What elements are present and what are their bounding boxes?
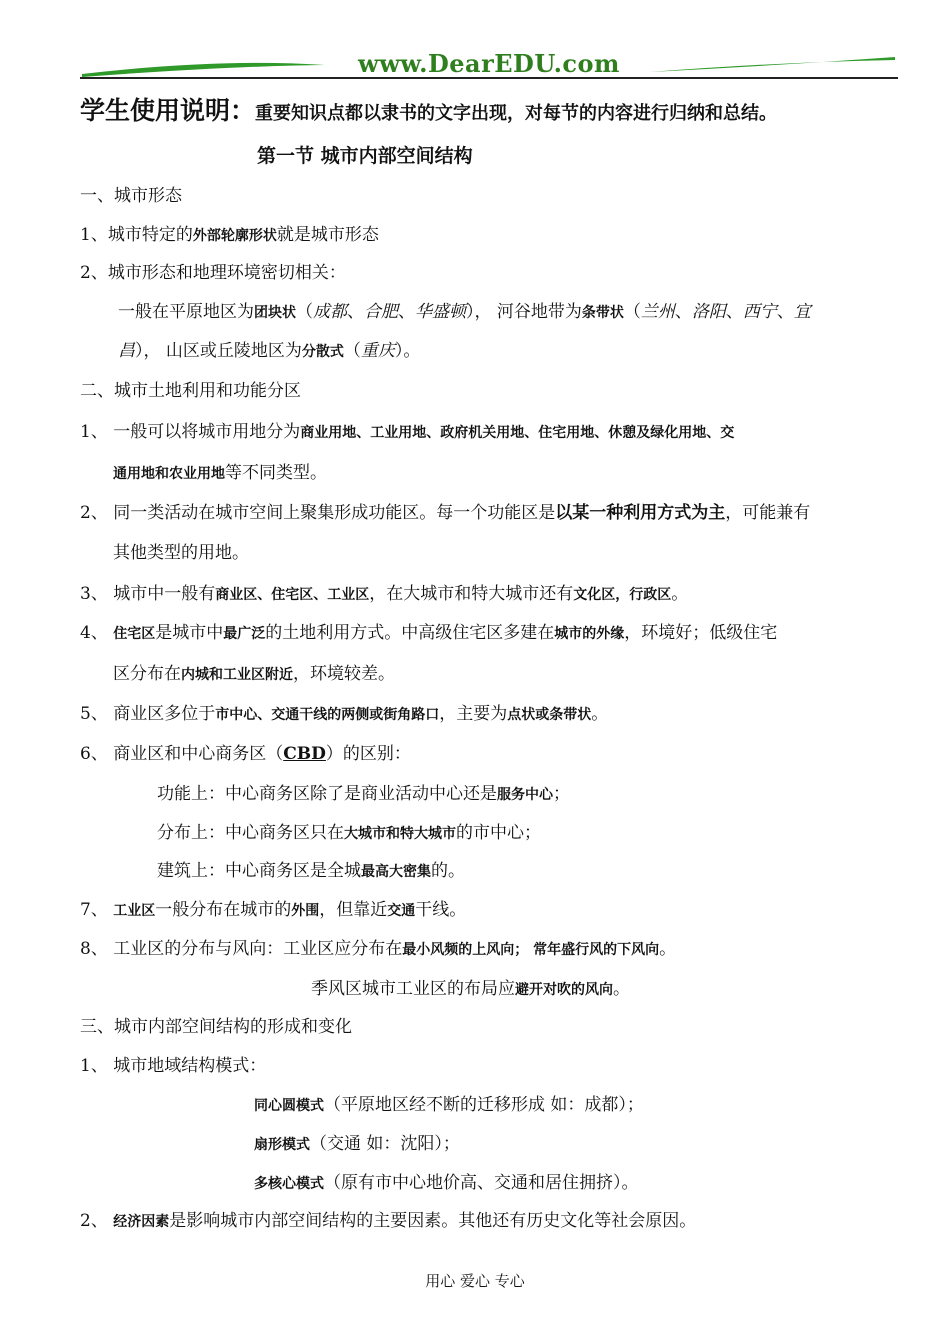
text: 建筑上：中心商务区是全城 — [157, 861, 361, 881]
key-term: 最高大密集 — [361, 864, 431, 880]
text: 就是城市形态 — [276, 225, 379, 245]
paragraph — [113, 663, 395, 686]
key-term: 服务中心 — [497, 787, 553, 803]
text: 分布上：中心商务区只在 — [157, 823, 344, 843]
text: 季风区城市工业区的布局应 — [311, 979, 515, 999]
text: ，在大城市和特大城市还有 — [369, 584, 574, 604]
cbd-term: CBD — [283, 744, 326, 764]
text: 、 — [674, 302, 692, 322]
text: 1、 一般可以将城市用地分为 — [80, 422, 301, 442]
text: ）， 山区或丘陵地区为 — [135, 341, 302, 361]
text: ，但靠近 — [319, 900, 388, 920]
paragraph: 1、 城市地域结构模式： — [80, 1056, 267, 1076]
text: 2、 同一类活动在城市空间上聚集形成功能区。每一个功能区是 — [80, 503, 556, 523]
paragraph — [80, 899, 466, 922]
paragraph — [311, 978, 630, 1001]
key-term: 避开对吹的风向 — [515, 982, 613, 998]
key-term: 外部轮廓形状 — [192, 228, 277, 244]
text: 干线。 — [415, 900, 467, 920]
text: ，可能兼有 — [725, 503, 811, 523]
intro-line — [80, 96, 778, 125]
paragraph — [80, 703, 608, 726]
text: 区分布在 — [113, 664, 181, 684]
example-city: 合肥 — [364, 302, 398, 322]
paragraph — [157, 822, 541, 845]
key-term: 最小风频的上风向； 常年盛行风的下风向 — [402, 942, 660, 958]
key-term: 条带状 — [581, 305, 624, 321]
key-term: 内城和工业区附近 — [181, 667, 293, 683]
heading-spatial-structure: 三、城市内部空间结构的形成和变化 — [80, 1017, 352, 1037]
paragraph: 其他类型的用地。 — [113, 543, 249, 563]
key-term: 交通 — [387, 903, 416, 919]
key-term: 点状或条带状 — [507, 707, 592, 723]
paragraph — [80, 421, 734, 444]
text: ，主要为 — [439, 704, 508, 724]
example-city: 兰州 — [640, 302, 675, 322]
text: 1、城市特定的 — [80, 225, 193, 245]
paragraph — [118, 340, 420, 363]
key-term: 商业用地、工业用地、政府机关用地、住宅用地、休憩及绿化用地、交 — [300, 425, 735, 441]
key-term: 城市的外缘 — [554, 626, 625, 642]
model-item — [254, 1094, 644, 1117]
text: 8、 工业区的分布与风向：工业区应分布在 — [80, 939, 403, 959]
key-term: 扇形模式 — [254, 1137, 310, 1153]
text: 7、 — [80, 900, 114, 920]
text: ，环境好；低级住宅 — [624, 623, 778, 643]
example-city: 重庆 — [360, 341, 395, 361]
text: （交通 如：沈阳）； — [310, 1134, 460, 1154]
paragraph — [157, 783, 570, 806]
key-term: 商业区、住宅区、工业区 — [215, 587, 370, 603]
text: 。 — [591, 704, 609, 724]
text: 一般在平原地区为 — [118, 302, 254, 322]
text: 、 — [347, 302, 364, 322]
key-term: 团块状 — [254, 305, 296, 321]
model-item — [254, 1133, 460, 1156]
intro-title: 学生使用说明： — [80, 96, 256, 125]
example-city: 洛阳 — [691, 302, 726, 322]
key-term: 经济因素 — [113, 1214, 170, 1230]
key-term: 多核心模式 — [254, 1176, 324, 1192]
text: ，环境较差。 — [293, 664, 395, 684]
text: 的。 — [431, 861, 465, 881]
text: （ — [343, 341, 361, 361]
section-title: 第一节 城市内部空间结构 — [257, 145, 473, 167]
text: ）。 — [394, 341, 421, 361]
example-city: 华盛顿 — [415, 302, 466, 322]
paragraph — [80, 583, 688, 606]
heading-land-use: 二、城市土地利用和功能分区 — [80, 381, 301, 401]
text: 是影响城市内部空间结构的主要因素。其他还有历史文化等社会原因。 — [169, 1211, 697, 1231]
key-term: 工业区 — [113, 903, 156, 919]
text: 的土地利用方式。中高级住宅区多建在 — [265, 623, 555, 643]
paragraph — [80, 622, 777, 645]
key-term: 大城市和特大城市 — [344, 826, 456, 842]
heading-city-form: 一、城市形态 — [80, 186, 182, 206]
paragraph — [113, 462, 327, 485]
text: 2、 — [80, 1211, 114, 1231]
text: 。 — [613, 979, 630, 999]
text: 3、 城市中一般有 — [80, 584, 216, 604]
key-term: 最广泛 — [223, 626, 266, 642]
text: （平原地区经不断的迁移形成 如：成都）； — [324, 1095, 644, 1115]
paragraph — [80, 743, 411, 765]
text: 、 — [398, 302, 415, 322]
text: 6、 商业区和中心商务区（ — [80, 744, 284, 764]
text: 等不同类型。 — [225, 463, 327, 483]
text: 4、 — [80, 623, 114, 643]
text: 、 — [776, 302, 794, 322]
text: 的市中心； — [456, 823, 541, 843]
paragraph — [118, 301, 811, 324]
text: （原有市中心地价高、交通和居住拥挤）。 — [324, 1173, 639, 1193]
example-city: 昌 — [118, 341, 135, 361]
text: 一般分布在城市的 — [155, 900, 292, 920]
header-rule — [80, 77, 898, 79]
paragraph — [80, 502, 810, 524]
intro-text: 重要知识点都以隶书的文字出现，对每节的内容进行归纳和总结。 — [255, 103, 778, 124]
text: 5、 商业区多位于 — [80, 704, 216, 724]
text: ； — [553, 784, 570, 804]
paragraph — [80, 938, 676, 961]
key-term: 外围 — [291, 903, 320, 919]
key-term: 市中心、交通干线的两侧或街角路口 — [215, 707, 440, 723]
key-term: 同心圆模式 — [254, 1098, 324, 1114]
paragraph — [80, 1210, 696, 1233]
page-footer: 用心 爱心 专心 — [425, 1272, 525, 1290]
text: （ — [623, 302, 641, 322]
text: 。 — [659, 939, 677, 959]
text: ）的区别： — [325, 744, 411, 764]
text: （ — [296, 302, 313, 322]
text: 是城市中 — [155, 623, 224, 643]
paragraph — [157, 860, 465, 883]
key-term: 通用地和农业用地 — [113, 466, 225, 482]
example-city: 西宁 — [742, 302, 777, 322]
key-term: 住宅区 — [113, 626, 156, 642]
text: 。 — [671, 584, 689, 604]
key-term: 分散式 — [301, 344, 344, 360]
example-city: 成都 — [313, 302, 347, 322]
site-logo-text[interactable]: www.DearEDU.com — [358, 49, 620, 78]
text: ）， 河谷地带为 — [466, 302, 582, 322]
key-term: 文化区，行政区 — [573, 587, 672, 603]
example-city: 宜 — [793, 302, 811, 322]
text: 功能上：中心商务区除了是商业活动中心还是 — [157, 784, 497, 804]
paragraph — [80, 224, 379, 247]
key-term: 以某一种利用方式为主 — [555, 503, 726, 523]
paragraph: 2、城市形态和地理环境密切相关： — [80, 263, 346, 283]
model-item — [254, 1172, 639, 1195]
text: 、 — [725, 302, 743, 322]
